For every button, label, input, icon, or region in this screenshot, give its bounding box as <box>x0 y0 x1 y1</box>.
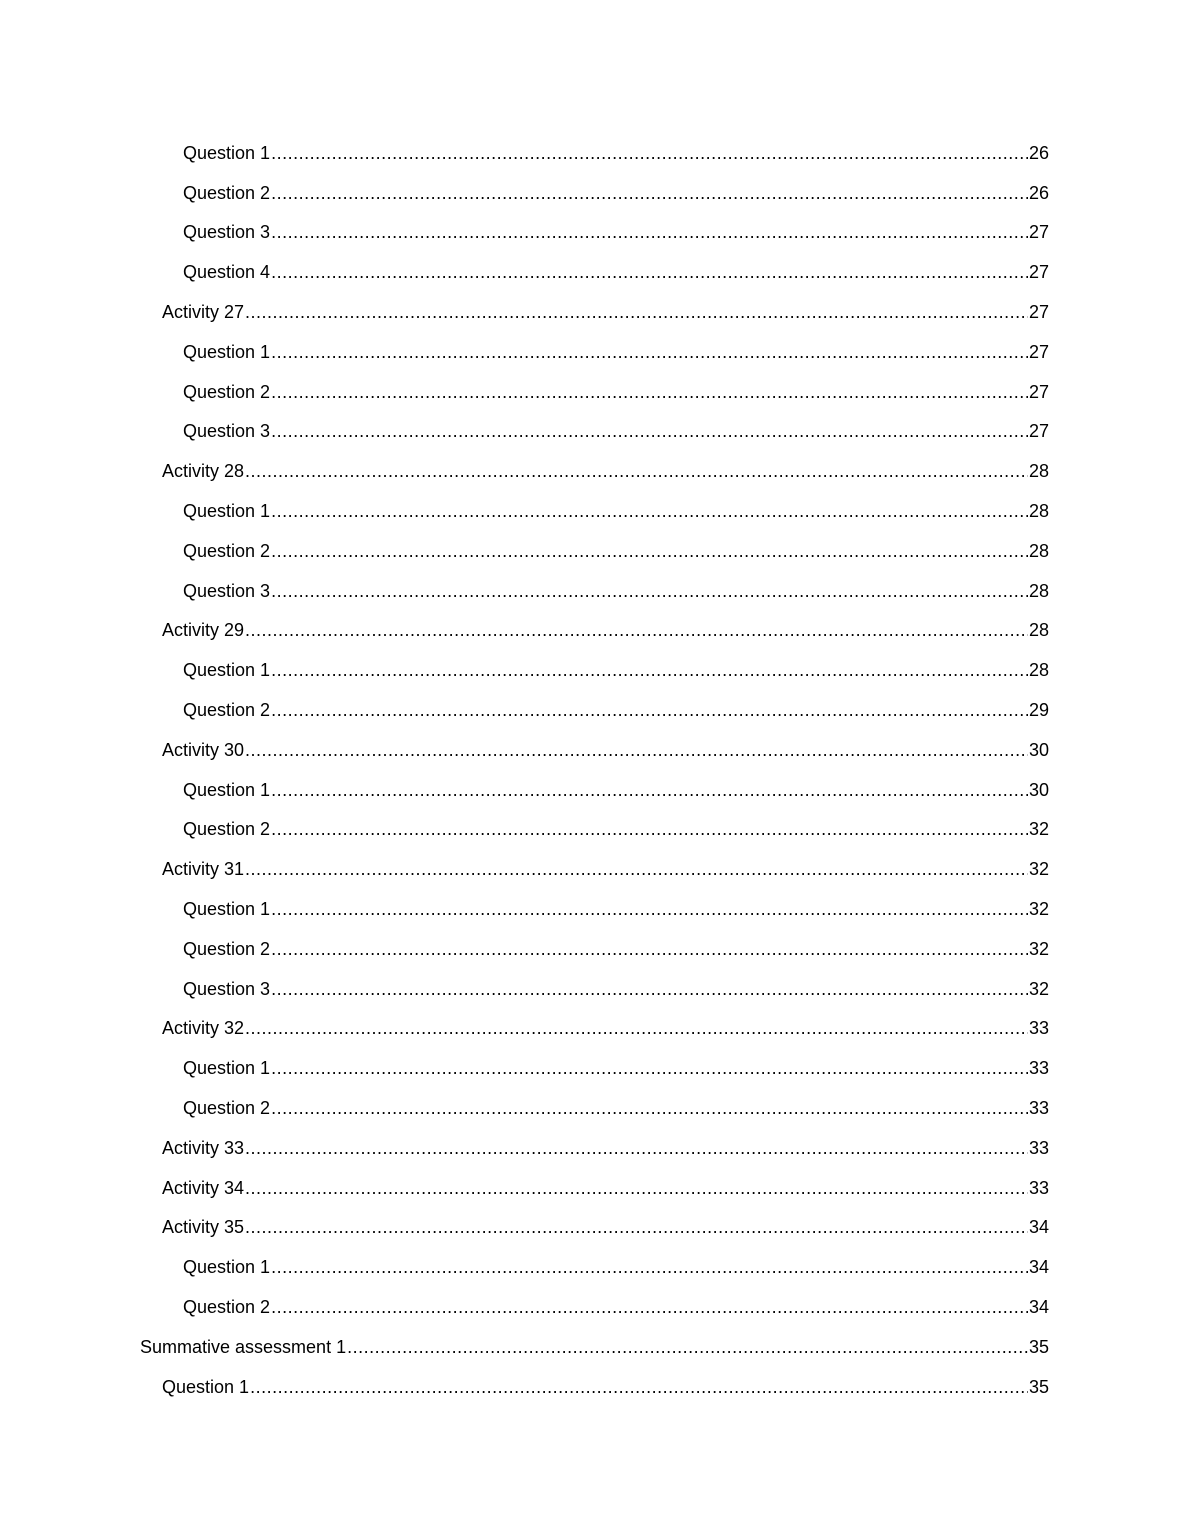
toc-entry[interactable] <box>0 372 1190 412</box>
toc-entry-label: Activity 28 <box>162 461 245 482</box>
toc-entry[interactable] <box>0 929 1190 969</box>
toc-entry[interactable] <box>0 1048 1190 1088</box>
toc-entry[interactable] <box>0 889 1190 929</box>
toc-entry-page-number: 33 <box>1028 1018 1049 1039</box>
toc-entry-page-number: 34 <box>1028 1297 1049 1317</box>
toc-entry[interactable] <box>0 690 1190 730</box>
toc-dot-leader <box>271 1097 1028 1119</box>
toc-entry-label: Activity 31 <box>162 859 245 880</box>
toc-dot-leader <box>271 341 1028 363</box>
toc-dot-leader <box>271 898 1028 920</box>
toc-dot-leader <box>271 261 1028 283</box>
toc-entry[interactable] <box>0 1168 1190 1208</box>
toc-entry-page-number: 33 <box>1028 1137 1049 1158</box>
toc-entry[interactable] <box>0 133 1190 173</box>
toc-dot-leader <box>271 142 1028 164</box>
toc-entry-page-number: 32 <box>1028 938 1049 959</box>
toc-entry[interactable] <box>0 810 1190 850</box>
toc-entry-page-number: 32 <box>1028 978 1049 999</box>
toc-entry-label: Question 1 <box>183 899 271 920</box>
toc-entry[interactable] <box>0 213 1190 253</box>
toc-entry-page-number: 33 <box>1028 1058 1049 1079</box>
toc-entry-page-number: 27 <box>1028 381 1049 402</box>
toc-entry[interactable] <box>0 770 1190 810</box>
toc-entry-label: Question 1 <box>183 142 271 163</box>
toc-entry-label: Activity 32 <box>162 1018 245 1039</box>
toc-dot-leader <box>271 779 1028 801</box>
toc-entry-label: Question 1 <box>183 660 271 681</box>
toc-entry[interactable] <box>0 412 1190 452</box>
toc-entry-page-number: 32 <box>1028 899 1049 920</box>
toc-entry-label: Question 2 <box>183 1098 271 1119</box>
toc-entry[interactable] <box>0 1208 1190 1248</box>
toc-entry[interactable] <box>0 173 1190 213</box>
toc-entry[interactable] <box>0 611 1190 651</box>
toc-entry-page-number: 28 <box>1028 660 1049 681</box>
toc-dot-leader <box>245 739 1028 761</box>
toc-entry-page-number: 30 <box>1028 779 1049 800</box>
toc-entry-label: Question 1 <box>183 341 271 362</box>
toc-entry-page-number: 27 <box>1028 421 1049 442</box>
toc-entry[interactable] <box>0 332 1190 372</box>
toc-dot-leader <box>250 1376 1028 1398</box>
toc-entry-page-number: 28 <box>1028 461 1049 482</box>
toc-entry-page-number: 34 <box>1028 1217 1049 1238</box>
toc-entry-label: Question 3 <box>183 222 271 243</box>
toc-entry-page-number: 28 <box>1028 540 1049 561</box>
toc-entry-label: Question 1 <box>183 1058 271 1079</box>
toc-entry-label: Activity 34 <box>162 1177 245 1198</box>
toc-entry-label: Question 2 <box>183 540 271 561</box>
table-of-contents <box>0 133 1190 1407</box>
toc-entry[interactable] <box>0 650 1190 690</box>
toc-entry-label: Question 1 <box>162 1376 250 1397</box>
toc-entry-label: Question 2 <box>183 938 271 959</box>
toc-entry-page-number: 28 <box>1028 501 1049 522</box>
toc-dot-leader <box>245 460 1028 482</box>
toc-entry-label: Question 1 <box>183 1257 271 1278</box>
toc-entry[interactable] <box>0 1247 1190 1287</box>
toc-entry-page-number: 26 <box>1028 142 1049 163</box>
toc-entry-page-number: 33 <box>1028 1098 1049 1119</box>
toc-entry[interactable] <box>0 730 1190 770</box>
toc-entry-page-number: 35 <box>1028 1376 1049 1397</box>
toc-entry-label: Activity 35 <box>162 1217 245 1238</box>
toc-entry[interactable] <box>0 1367 1190 1407</box>
toc-entry-label: Activity 27 <box>162 302 245 323</box>
toc-entry-label: Question 1 <box>183 501 271 522</box>
toc-dot-leader <box>245 1177 1028 1199</box>
toc-entry-page-number: 27 <box>1028 262 1049 283</box>
toc-entry[interactable] <box>0 571 1190 611</box>
toc-entry-label: Question 2 <box>183 1297 271 1317</box>
toc-entry-page-number: 29 <box>1028 700 1049 721</box>
toc-dot-leader <box>271 978 1028 1000</box>
toc-entry[interactable] <box>0 1009 1190 1049</box>
toc-entry-label: Question 1 <box>183 779 271 800</box>
toc-entry[interactable] <box>0 969 1190 1009</box>
toc-entry-label: Question 2 <box>183 182 271 203</box>
toc-entry-label: Question 3 <box>183 978 271 999</box>
toc-entry[interactable] <box>0 1128 1190 1168</box>
toc-dot-leader <box>245 1017 1028 1039</box>
toc-entry-label: Question 2 <box>183 819 271 840</box>
toc-entry-page-number: 33 <box>1028 1177 1049 1198</box>
toc-dot-leader <box>271 381 1028 403</box>
toc-entry-label: Question 3 <box>183 421 271 442</box>
toc-entry[interactable] <box>0 1088 1190 1128</box>
toc-entry-label: Activity 29 <box>162 620 245 641</box>
toc-entry[interactable] <box>0 1327 1190 1367</box>
toc-dot-leader <box>245 1137 1028 1159</box>
toc-entry-label: Activity 33 <box>162 1137 245 1158</box>
toc-dot-leader <box>271 938 1028 960</box>
toc-entry-page-number: 34 <box>1028 1257 1049 1278</box>
toc-dot-leader <box>271 1057 1028 1079</box>
toc-entry-page-number: 30 <box>1028 739 1049 760</box>
toc-entry-page-number: 35 <box>1028 1336 1049 1357</box>
toc-entry-page-number: 27 <box>1028 341 1049 362</box>
toc-entry-label: Question 2 <box>183 381 271 402</box>
toc-entry-label: Summative assessment 1 <box>140 1336 347 1357</box>
toc-dot-leader <box>271 420 1028 442</box>
toc-entry-label: Activity 30 <box>162 739 245 760</box>
toc-entry-page-number: 27 <box>1028 302 1049 323</box>
toc-entry-page-number: 32 <box>1028 819 1049 840</box>
toc-entry-page-number: 27 <box>1028 222 1049 243</box>
toc-dot-leader <box>245 858 1028 880</box>
toc-entry-label: Question 3 <box>183 580 271 601</box>
toc-dot-leader <box>271 659 1028 681</box>
toc-dot-leader <box>271 699 1028 721</box>
toc-entry-label: Question 2 <box>183 700 271 721</box>
toc-entry-label: Question 4 <box>183 262 271 283</box>
toc-entry[interactable] <box>0 1287 1190 1327</box>
toc-dot-leader <box>271 182 1028 204</box>
toc-dot-leader <box>271 818 1028 840</box>
toc-dot-leader <box>271 580 1028 602</box>
toc-entry-page-number: 26 <box>1028 182 1049 203</box>
toc-dot-leader <box>271 1256 1028 1278</box>
toc-entry[interactable] <box>0 252 1190 292</box>
toc-dot-leader <box>347 1336 1028 1358</box>
toc-dot-leader <box>271 221 1028 243</box>
toc-entry-page-number: 28 <box>1028 580 1049 601</box>
toc-entry[interactable] <box>0 491 1190 531</box>
toc-dot-leader <box>245 301 1028 323</box>
toc-entry-page-number: 32 <box>1028 859 1049 880</box>
toc-entry-page-number: 28 <box>1028 620 1049 641</box>
toc-entry[interactable] <box>0 292 1190 332</box>
toc-entry[interactable] <box>0 849 1190 889</box>
toc-dot-leader <box>245 619 1028 641</box>
toc-dot-leader <box>245 1216 1028 1238</box>
toc-entry[interactable] <box>0 451 1190 491</box>
toc-dot-leader <box>271 1296 1028 1318</box>
toc-dot-leader <box>271 540 1028 562</box>
toc-entry[interactable] <box>0 531 1190 571</box>
toc-dot-leader <box>271 500 1028 522</box>
